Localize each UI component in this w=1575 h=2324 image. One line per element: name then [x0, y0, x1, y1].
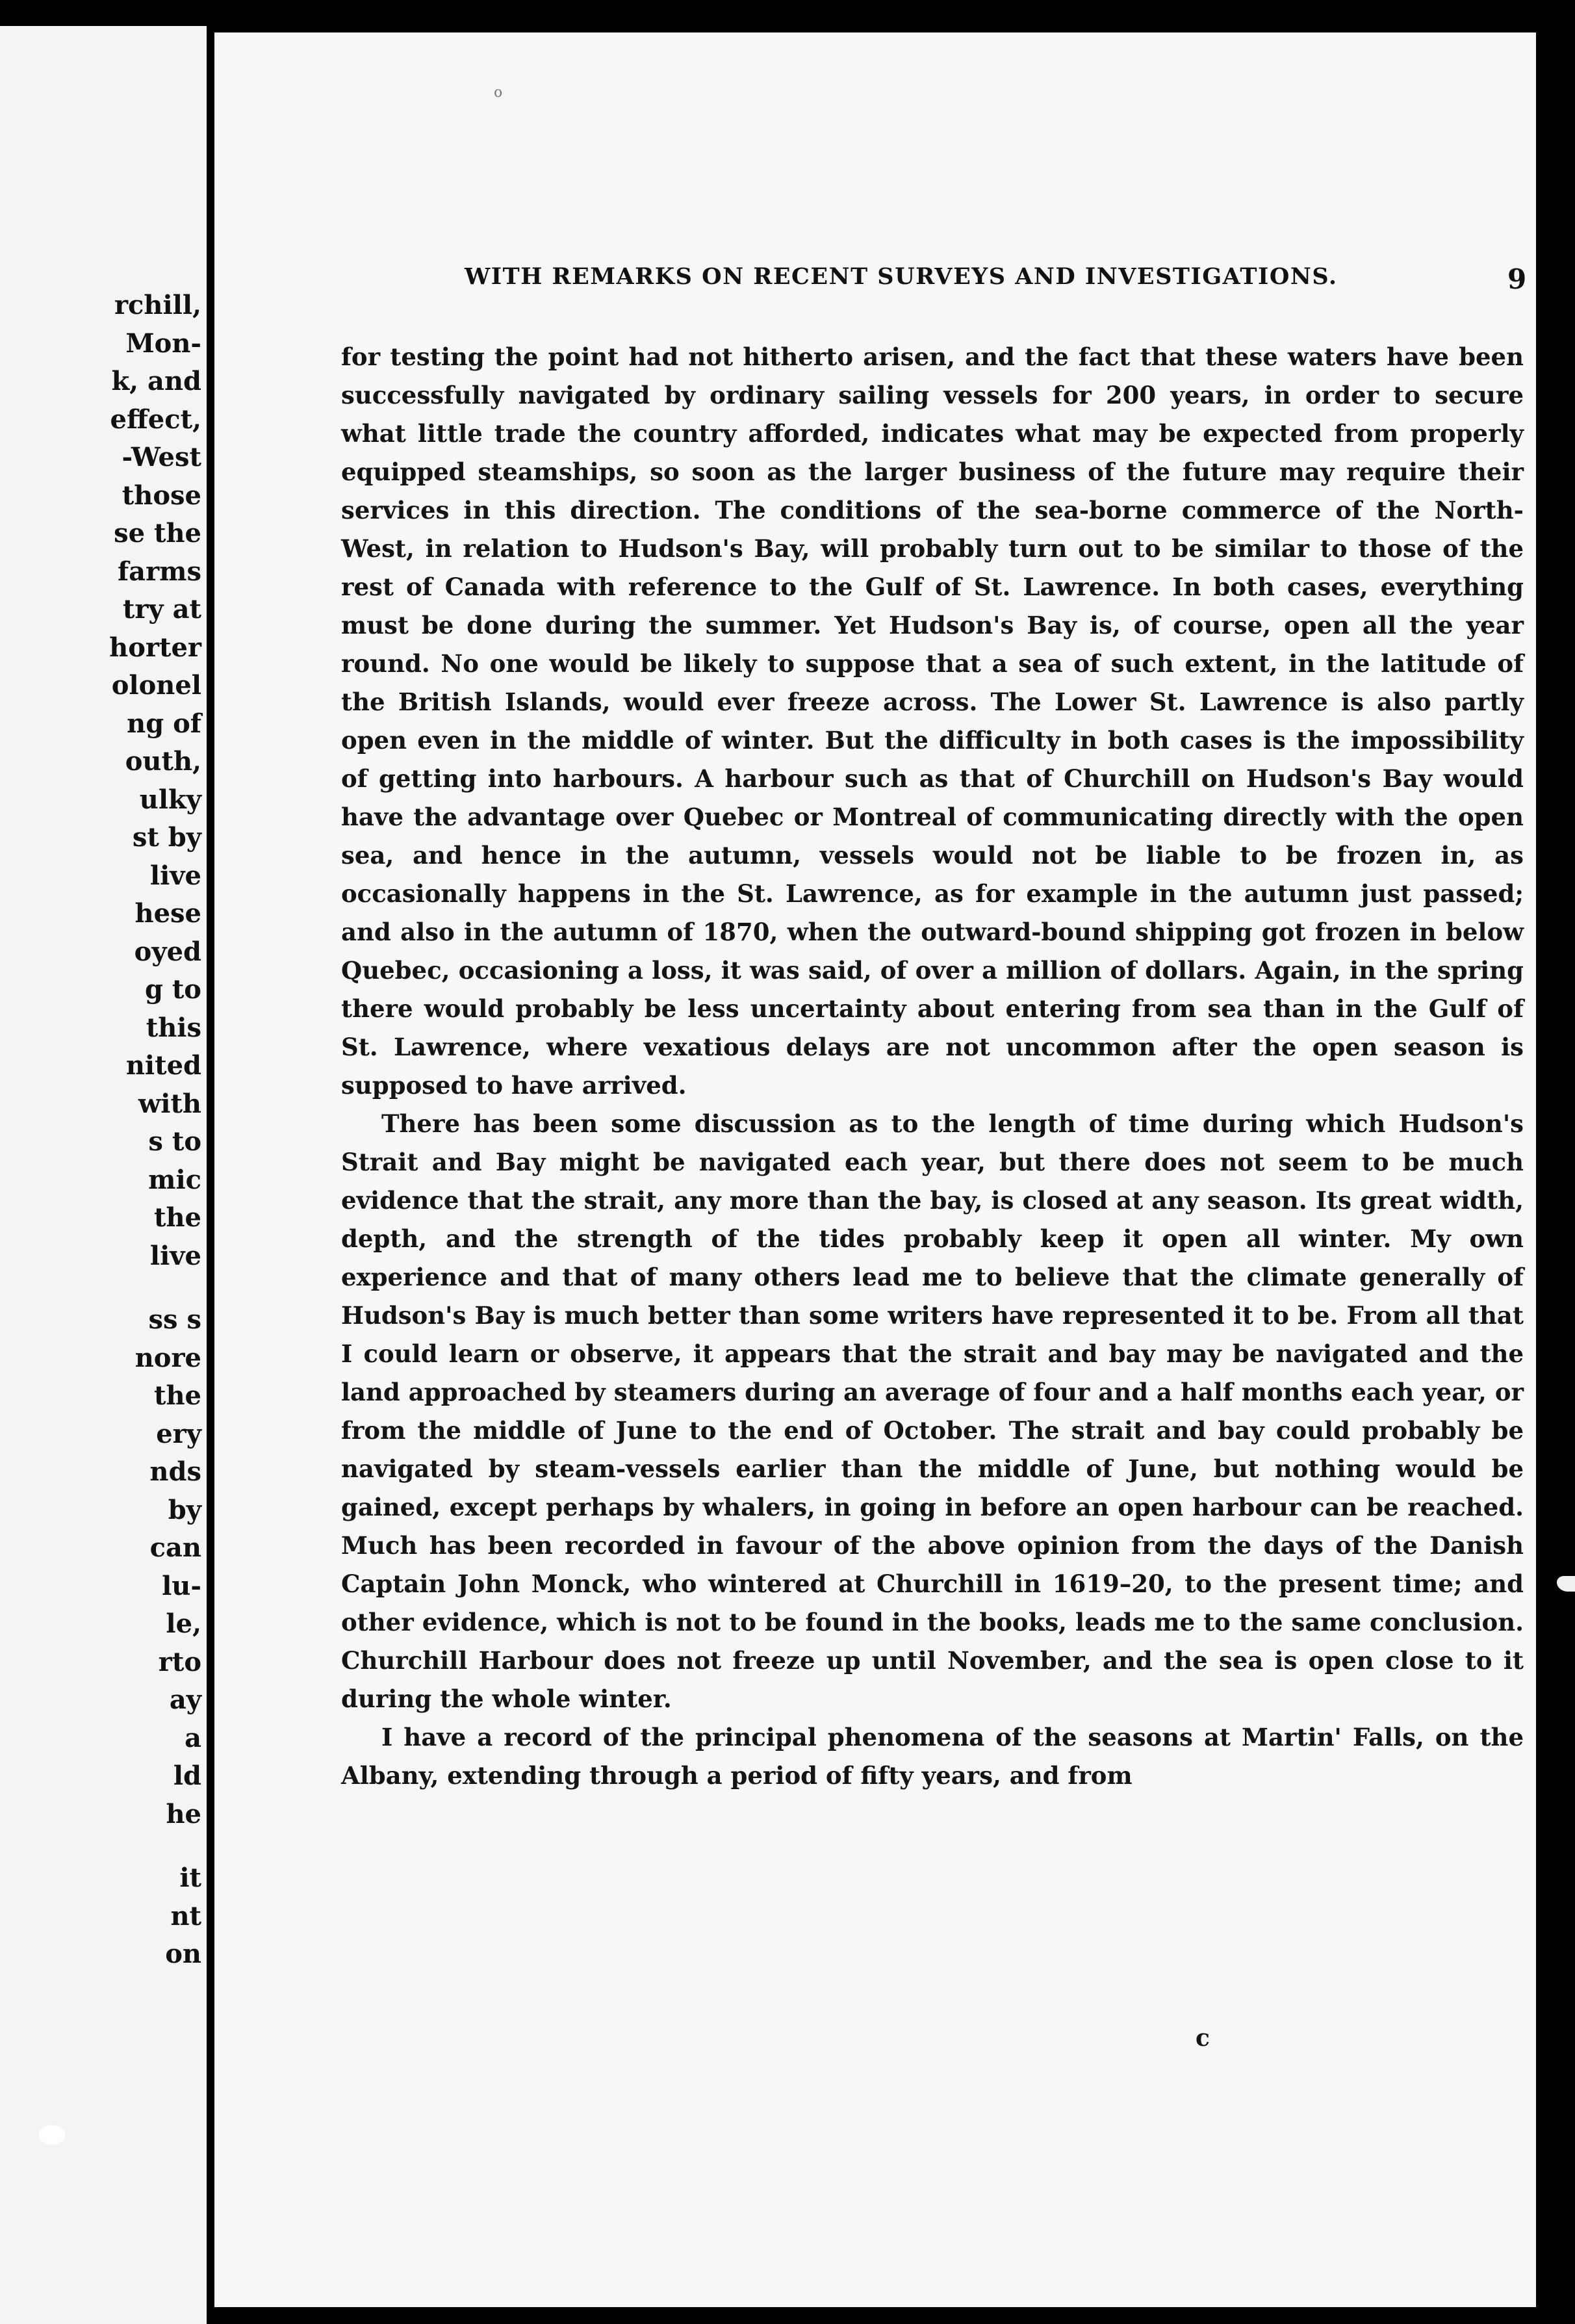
facing-line-fragment: nds: [149, 1456, 201, 1487]
paragraph-1: for testing the point had not hitherto arisen, and the fact that these waters have been successfully navigated by ordinary sailing vessels for 200 years, in order to secure what little trade the country afforded, indicates what may be expected from properly equipped steamships, so soon as the larger business of the future may require their services in this direction. The conditions of the sea-borne commerce of the North-West, in relation to Hudson's Bay, will probably turn out to be similar to those of the rest of Canada with reference to the Gulf of St. Lawrence. In both cases, everything must be done during the summer. Yet Hudson's Bay is, of course, open all the year round. No one would be likely to suppose that a sea of such extent, in the latitude of the British Islands, would ever freeze across. The Lower St. Lawrence is also partly open even in the middle of winter. But the difficulty in both cases is the impossibility of getting into harbours. A harbour such as that of Churchill on Hudson's Bay would have the advantage over Quebec or Montreal of communicating directly with the open sea, and hence in the autumn, vessels would not be liable to be frozen in, as occasionally happens in the St. Lawrence, as for example in the autumn just passed; and also in the autumn of 1870, when the outward-bound shipping got frozen in below Quebec, occasioning a loss, it was said, of over a million of dollars. Again, in the spring there would probably be less uncertainty about entering from sea than in the Gulf of St. Lawrence, where vexatious delays are not uncommon after the open season is supposed to have arrived.: [341, 342, 1524, 1100]
facing-line-fragment: le,: [166, 1608, 201, 1639]
facing-line-fragment: st by: [132, 822, 201, 853]
running-head: [465, 263, 1569, 295]
facing-line-fragment: s to: [148, 1126, 201, 1157]
facing-line-fragment: ld: [173, 1761, 201, 1791]
facing-line-fragment: nited: [125, 1050, 201, 1081]
facing-line-fragment: the: [153, 1380, 201, 1411]
facing-line-fragment: farms: [117, 556, 201, 587]
page-dot-mark: o: [494, 84, 503, 101]
facing-line-fragment: live: [149, 1241, 201, 1271]
facing-line-fragment: rto: [158, 1647, 201, 1677]
facing-line-fragment: can: [149, 1532, 201, 1563]
facing-line-fragment: it: [179, 1863, 201, 1893]
facing-line-fragment: the: [153, 1202, 201, 1233]
facing-line-fragment: rchill,: [114, 290, 201, 320]
facing-line-fragment: ay: [169, 1685, 201, 1715]
facing-line-fragment: outh,: [125, 746, 201, 777]
facing-line-fragment: with: [138, 1089, 201, 1119]
facing-line-fragment: olonel: [111, 670, 201, 701]
facing-line-fragment: live: [149, 860, 201, 891]
facing-line-fragment: this: [146, 1013, 201, 1043]
facing-line-fragment: se the: [114, 518, 201, 549]
facing-line-fragment: g to: [144, 974, 201, 1005]
book-page: [214, 32, 1536, 2307]
paragraph-2: There has been some discussion as to the length of time during which Hudson's Strait and Bay might be navigated each year, but there does not seem to be much evidence that the strait, any more than the bay, is closed at any season. Its great width, depth, and the strength of the tides probably keep it open all winter. My own experience and that of many others lead me to believe that the climate generally of Hudson's Bay is much better than some writers have represented it to be. From all that I could learn or observe, it appears that the strait and bay may be navigated and the land approached by steamers during an average of four and a half months each year, or from the middle of June to the end of October. The strait and bay could probably be navigated by steam-vessels earlier than the middle of June, but nothing would be gained, except perhaps by whalers, in going in before an open harbour can be reached. Much has been recorded in favour of the above opinion from the days of the Danish Captain John Monck, who wintered at Churchill in 1619–20, to the present time; and other evidence, which is not to be found in the books, leads me to the same conclusion. Churchill Harbour does not freeze up until November, and the sea is open close to it during the whole winter.: [341, 1109, 1524, 1713]
facing-line-fragment: nt: [170, 1901, 201, 1931]
facing-line-fragment: Mon-: [125, 328, 201, 359]
facing-line-fragment: nore: [134, 1343, 201, 1373]
facing-line-fragment: ng of: [127, 708, 201, 739]
body-text: [341, 338, 1524, 1795]
facing-line-fragment: try at: [122, 594, 201, 625]
paper-fleck: [39, 2125, 65, 2145]
page-number: 9: [1507, 263, 1528, 295]
facing-line-fragment: those: [122, 480, 201, 511]
facing-page-left: [0, 26, 207, 2324]
signature-mark: c: [1196, 2024, 1210, 2052]
facing-line-fragment: a: [185, 1723, 201, 1753]
facing-line-fragment: ulky: [139, 784, 201, 815]
facing-line-fragment: lu-: [162, 1571, 201, 1601]
facing-line-fragment: ery: [156, 1419, 201, 1449]
paragraph-3: I have a record of the principal phenomena of the seasons at Martin' Falls, on the Albany, extending through a period of fifty years, and from: [341, 1723, 1524, 1790]
facing-line-fragment: oyed: [134, 936, 201, 967]
facing-line-fragment: -West: [122, 442, 201, 472]
facing-line-fragment: mic: [148, 1165, 201, 1195]
facing-line-fragment: horter: [109, 632, 201, 663]
facing-line-fragment: ss s: [148, 1304, 201, 1335]
paper-edge-fleck: [1557, 1576, 1575, 1592]
facing-line-fragment: effect,: [110, 404, 201, 435]
running-head-title: WITH REMARKS ON RECENT SURVEYS AND INVESTIGATIONS.: [465, 263, 1338, 290]
facing-line-fragment: by: [168, 1495, 201, 1525]
facing-line-fragment: he: [166, 1799, 201, 1829]
facing-line-fragment: hese: [134, 898, 201, 929]
facing-line-fragment: k, and: [111, 366, 201, 396]
facing-line-fragment: on: [165, 1939, 201, 1969]
